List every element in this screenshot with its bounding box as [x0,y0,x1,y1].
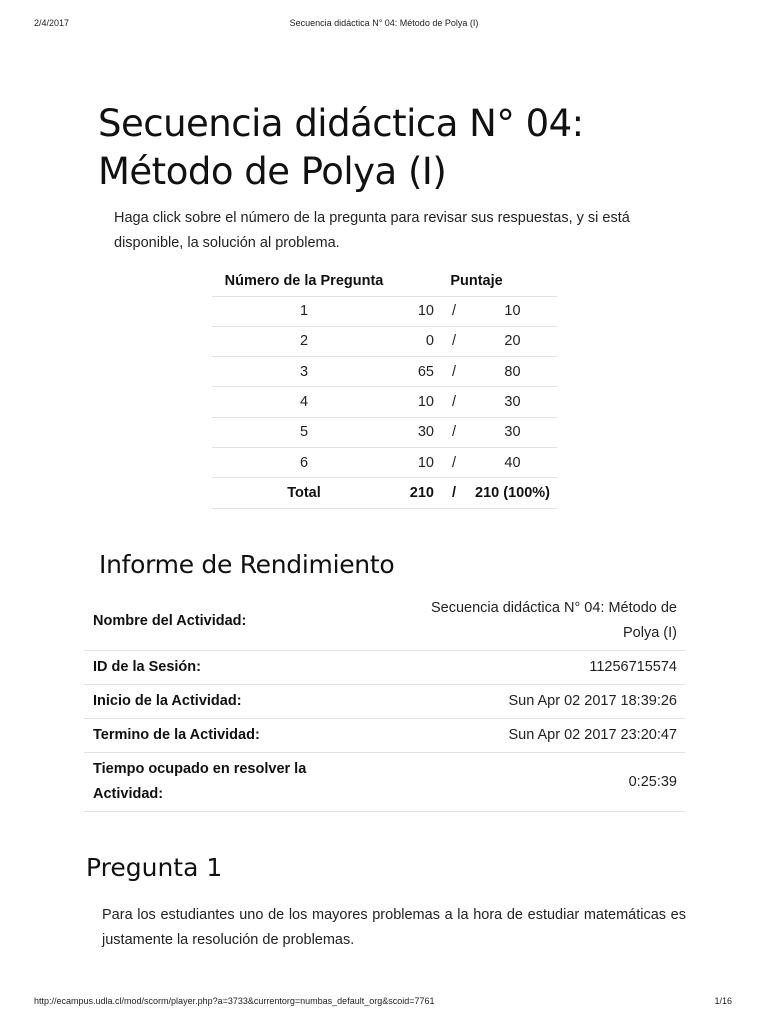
score-table [212,266,557,509]
report-row-time-spent [84,753,685,812]
total-max-score: 210 (100%) [468,478,557,508]
score-table-header [212,266,557,296]
question-number-link[interactable]: 3 [212,357,396,387]
obtained-score: 65 [396,357,440,387]
total-score: 210 [396,478,440,508]
score-separator: / [440,296,468,326]
max-score: 30 [468,417,557,447]
score-row-4[interactable] [212,387,557,417]
score-separator: / [440,357,468,387]
report-value: 0:25:39 [384,753,685,812]
print-url: http://ecampus.udla.cl/mod/scorm/player.php?a=3733&currentorg=numbas_default_org&scoid=7761 [34,996,435,1006]
page-title [98,100,658,196]
score-row-2[interactable] [212,326,557,356]
report-row-activity-name [84,592,685,651]
score-row-5[interactable] [212,417,557,447]
report-table [84,592,685,812]
score-total-row [212,478,557,508]
report-value: 11256715574 [384,651,685,685]
max-score: 20 [468,326,557,356]
max-score: 10 [468,296,557,326]
question-text: Para los estudiantes uno de los mayores problemas a la hora de estudiar matemáticas es justamente la resolución de problemas. [102,907,686,948]
question-number-link[interactable]: 1 [212,296,396,326]
score-header: Puntaje [450,272,503,289]
score-separator: / [440,387,468,417]
report-value: Sun Apr 02 2017 18:39:26 [384,685,685,719]
report-value: Secuencia didáctica N° 04: Método de Polya (I) [430,600,677,641]
score-row-6[interactable] [212,447,557,477]
question-number-link[interactable]: 5 [212,417,396,447]
report-row-start [84,685,685,719]
question-number-link[interactable]: 2 [212,326,396,356]
obtained-score: 30 [396,417,440,447]
page-title-line-1: Secuencia didáctica N° 04: [98,102,584,145]
report-row-session-id [84,651,685,685]
question-number-link[interactable]: 4 [212,387,396,417]
score-row-1[interactable] [212,296,557,326]
print-header [0,18,768,30]
print-title: Secuencia didáctica N° 04: Método de Polya (I) [289,18,479,28]
instructions-text: Haga click sobre el número de la pregunta para revisar sus respuestas, y si está disponible, la solución al problema. [114,210,630,251]
report-title: Informe de Rendimiento [99,550,395,579]
total-label: Total [212,478,396,508]
score-row-3[interactable] [212,357,557,387]
max-score: 80 [468,357,557,387]
score-separator: / [440,478,468,508]
score-separator: / [440,447,468,477]
question-number-header: Número de la Pregunta [224,272,384,289]
report-row-end [84,719,685,753]
report-label: Inicio de la Actividad: [84,685,384,719]
obtained-score: 0 [396,326,440,356]
obtained-score: 10 [396,296,440,326]
print-footer [0,996,768,1008]
report-value: Sun Apr 02 2017 23:20:47 [384,719,685,753]
report-label: Termino de la Actividad: [84,719,384,753]
report-label: Nombre del Actividad: [93,612,247,629]
question-title: Pregunta 1 [86,853,223,882]
score-separator: / [440,326,468,356]
question-number-link[interactable]: 6 [212,447,396,477]
obtained-score: 10 [396,387,440,417]
print-date: 2/4/2017 [34,18,70,28]
obtained-score: 10 [396,447,440,477]
max-score: 40 [468,447,557,477]
print-page-number: 1/16 [714,996,732,1006]
page-title-line-2: Método de Polya (I) [98,150,447,193]
max-score: 30 [468,387,557,417]
score-separator: / [440,417,468,447]
report-label: ID de la Sesión: [84,651,384,685]
report-label: Tiempo ocupado en resolver la Actividad: [84,753,384,812]
